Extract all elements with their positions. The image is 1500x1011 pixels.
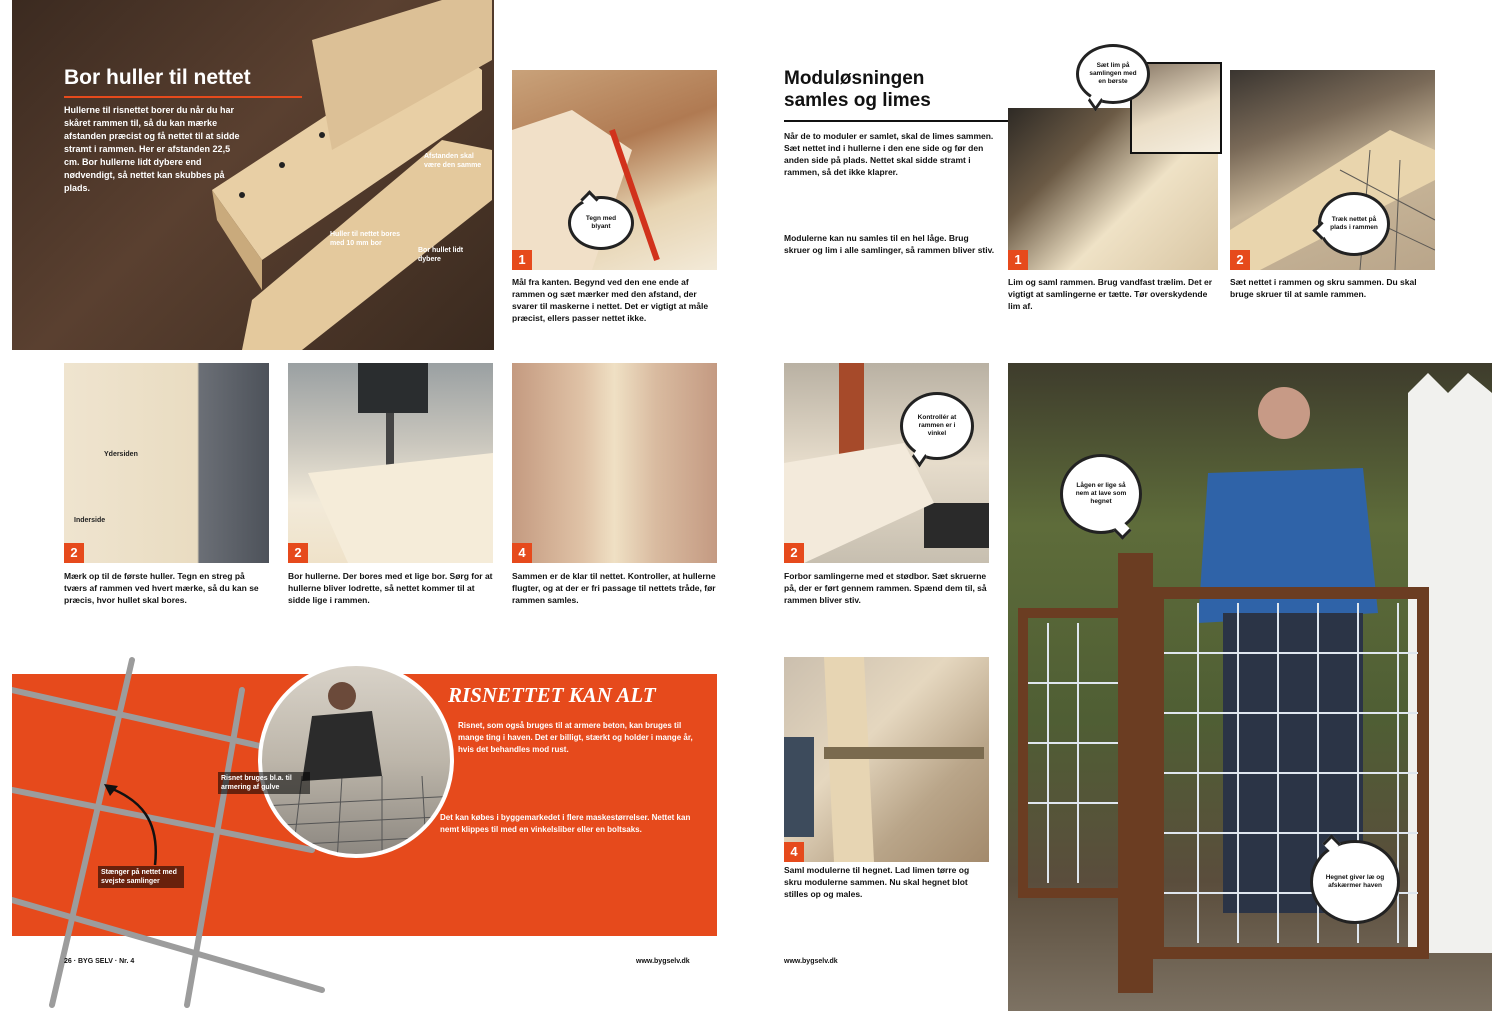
right-intro-2: Modulerne kan nu samles til en hel låge. Brug skruer og lim i alle samlinger, så rammen bliver stiv. <box>784 233 995 255</box>
right-step2-bubble: Træk nettet på plads i rammen <box>1318 192 1390 256</box>
hero-label-spacing: Afstanden skal være den samme <box>424 153 482 169</box>
right-step3-photo <box>784 363 989 563</box>
step1-bubble: Tegn med blyant <box>568 196 634 250</box>
gate-bubble-2: Hegnet giver læ og afskærmer haven <box>1310 840 1400 924</box>
risnet-grid-label: Stænger på nettet med svejste samlinger <box>98 866 184 888</box>
right-step2-caption: Sæt nettet i rammen og skru sammen. Du skal bruge skruer til at samle rammen. <box>1230 277 1417 299</box>
drill-illustration <box>288 363 493 563</box>
step1-number: 1 <box>512 250 532 270</box>
right-step3-caption: Forbor samlingerne med et stødbor. Sæt skruerne på, der er ført gennem rammen. Spænd dem til, så rammen bliver stiv. <box>784 571 987 605</box>
right-step1-caption: Lim og saml rammen. Brug vandfast trælim. Det er vigtigt at samlingerne er tætte. Tør overskydende lim af. <box>1008 277 1213 311</box>
risnet-body-2: Det kan købes i byggemarkedet i flere maskestørrelser. Nettet kan nemt klippes til med en vinkelsliber eller en boltsaks. <box>440 813 691 834</box>
right-intro-1: Når de to moduler er samlet, skal de limes sammen. Sæt nettet ind i hullerne i den ene side og før den anden side på plads. Nettet skal sidde stramt i rammen, så det ikke klaprer. <box>784 131 994 177</box>
right-step1-bubble: Sæt lim på samlingen med en børste <box>1076 44 1150 104</box>
hero-label-holes: Huller til nettet bores med 10 mm bor <box>330 231 401 247</box>
right-title-line2: samles og limes <box>784 90 931 111</box>
step3-photo <box>288 363 493 563</box>
step3-caption: Bor hullerne. Der bores med et lige bor. Sørg for at hullerne bliver lodrette, så nettet kommer til at sidde lige i rammen. <box>288 571 493 605</box>
right-step2-number: 2 <box>1230 250 1250 270</box>
worker-illustration <box>262 666 454 858</box>
right-step4-number: 4 <box>784 842 804 862</box>
right-step3-number: 2 <box>784 543 804 563</box>
step4-photo <box>512 363 717 563</box>
step2-photo <box>64 363 269 563</box>
gate-bubble-1: Lågen er lige så nem at lave som hegnet <box>1060 454 1142 534</box>
right-step4-caption: Saml modulerne til hegnet. Lad limen tørre og skru modulerne sammen. Nu skal hegnet blot stilles op og males. <box>784 865 970 899</box>
step2-number: 2 <box>64 543 84 563</box>
risnet-title: RISNETTET KAN ALT <box>448 683 656 707</box>
step2-caption: Mærk op til de første huller. Tegn en streg på tværs af rammen ved hvert mærke, så du kan se præcis, hvor hullet skal bores. <box>64 571 259 605</box>
folio-right-url: www.bygselv.dk <box>784 958 838 965</box>
step4-caption: Sammen er de klar til nettet. Kontroller, at hullerne flugter, og at der er fri passage til nettets tråde, før rammen samles. <box>512 571 716 605</box>
hero-body: Hullerne til risnettet borer du når du har skåret rammen til, så du kan mærke afstanden præcist og få nettet til at sidde stramt i rammen. Her er afstanden 22,5 cm. Bor hullerne lidt dybere end nødvendigt, så nettet kan skubbes på plads. <box>64 105 240 193</box>
risnet-photo-circle <box>258 662 454 858</box>
risnet-photo-label: Risnet bruges bl.a. til armering af gulve <box>218 772 310 794</box>
step2-label-top: Ydersiden <box>104 451 138 458</box>
hero-title-rule <box>64 96 302 98</box>
step4-number: 4 <box>512 543 532 563</box>
step1-caption: Mål fra kanten. Begynd ved den ene ende af rammen og sæt mærker med den afstand, der svarer til maskerne i nettet. Det er vigtigt at måle præcist, ellers passer nettet ikke. <box>512 277 709 323</box>
folio-left-page: 26 · BYG SELV · Nr. 4 <box>64 958 135 965</box>
right-title-line1: Moduløsningen <box>784 68 925 89</box>
right-step1-number: 1 <box>1008 250 1028 270</box>
clamp-drill-illustration <box>784 363 989 563</box>
step3-number: 2 <box>288 543 308 563</box>
step2-label-bottom: Inderside <box>74 517 106 524</box>
frame-assembly-illustration <box>784 657 989 862</box>
right-title-rule <box>784 120 1009 122</box>
right-step4-photo <box>784 657 989 862</box>
right-step3-bubble: Kontrollér at rammen er i vinkel <box>900 392 974 460</box>
risnet-body-1: Risnet, som også bruges til at armere beton, kan bruges til mange ting i haven. Det er billigt, stærkt og holder i mange år, hvis det behandles mod rust. <box>458 721 693 754</box>
hero-label-depth: Bor hullet lidt dybere <box>418 247 464 263</box>
hero-title: Bor huller til nettet <box>64 66 251 89</box>
curved-arrow-icon <box>100 780 170 870</box>
folio-left-url: www.bygselv.dk <box>636 958 690 965</box>
